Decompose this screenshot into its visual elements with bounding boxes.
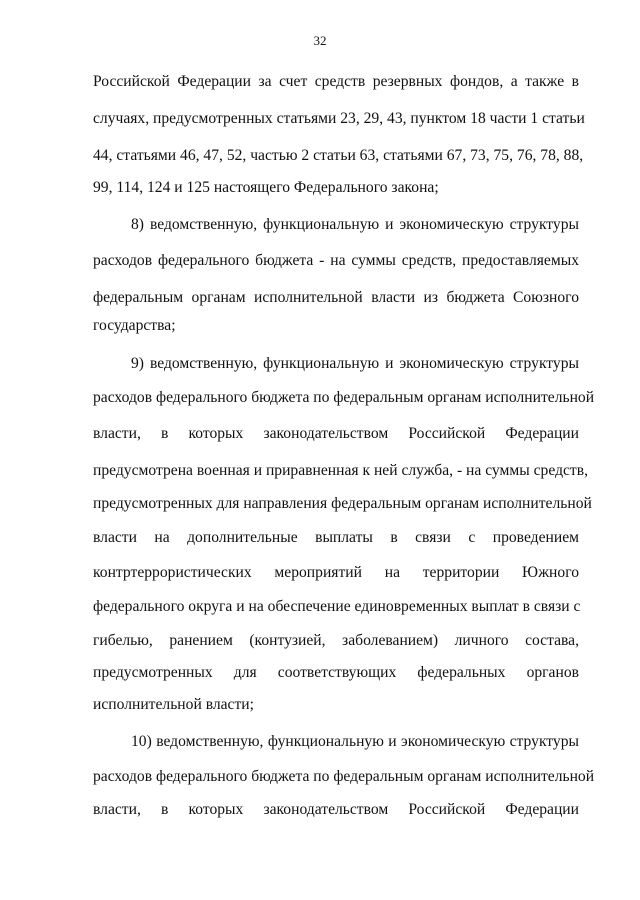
text-line: расходов федерального бюджета по федеральным органам исполнительной	[93, 389, 595, 406]
text-line: расходов федерального бюджета по федеральным органам исполнительной	[93, 768, 595, 785]
text-line: исполнительной власти;	[93, 696, 254, 713]
text-line: гибелью, ранением (контузией, заболеванием) личного состава,	[93, 632, 579, 649]
text-line: контртеррористических мероприятий на территории Южного	[93, 564, 579, 581]
text-line: расходов федерального бюджета - на суммы средств, предоставляемых	[93, 252, 579, 269]
text-line: предусмотрена военная и приравненная к ней служба, - на суммы средств,	[93, 462, 589, 479]
text-line: Российской Федерации за счет средств резервных фондов, а также в	[93, 73, 579, 90]
page-number: 32	[313, 33, 327, 48]
text-line: власти на дополнительные выплаты в связи с проведением	[93, 529, 579, 546]
text-line: федерального округа и на обеспечение единовременных выплат в связи с	[93, 598, 581, 615]
text-line: 44, статьями 46, 47, 52, частью 2 статьи 63, статьями 67, 73, 75, 76, 78, 88,	[93, 147, 584, 164]
text-line: федеральным органам исполнительной власти из бюджета Союзного	[93, 289, 579, 306]
text-line: власти, в которых законодательством Российской Федерации	[93, 801, 579, 818]
text-line: предусмотренных для направления федеральным органам исполнительной	[93, 495, 592, 512]
text-line: 99, 114, 124 и 125 настоящего Федерального закона;	[93, 179, 439, 196]
text-line: случаях, предусмотренных статьями 23, 29, 43, пунктом 18 части 1 статьи	[93, 110, 585, 127]
text-line: власти, в которых законодательством Российской Федерации	[93, 425, 579, 442]
paragraph-10-first-line: 10) ведомственную, функциональную и экономическую структуры	[131, 733, 579, 750]
text-line: государства;	[93, 317, 176, 334]
paragraph-9-first-line: 9) ведомственную, функциональную и экономическую структуры	[131, 355, 579, 372]
text-line: предусмотренных для соответствующих федеральных органов	[93, 664, 579, 681]
paragraph-8-first-line: 8) ведомственную, функциональную и экономическую структуры	[131, 216, 579, 233]
